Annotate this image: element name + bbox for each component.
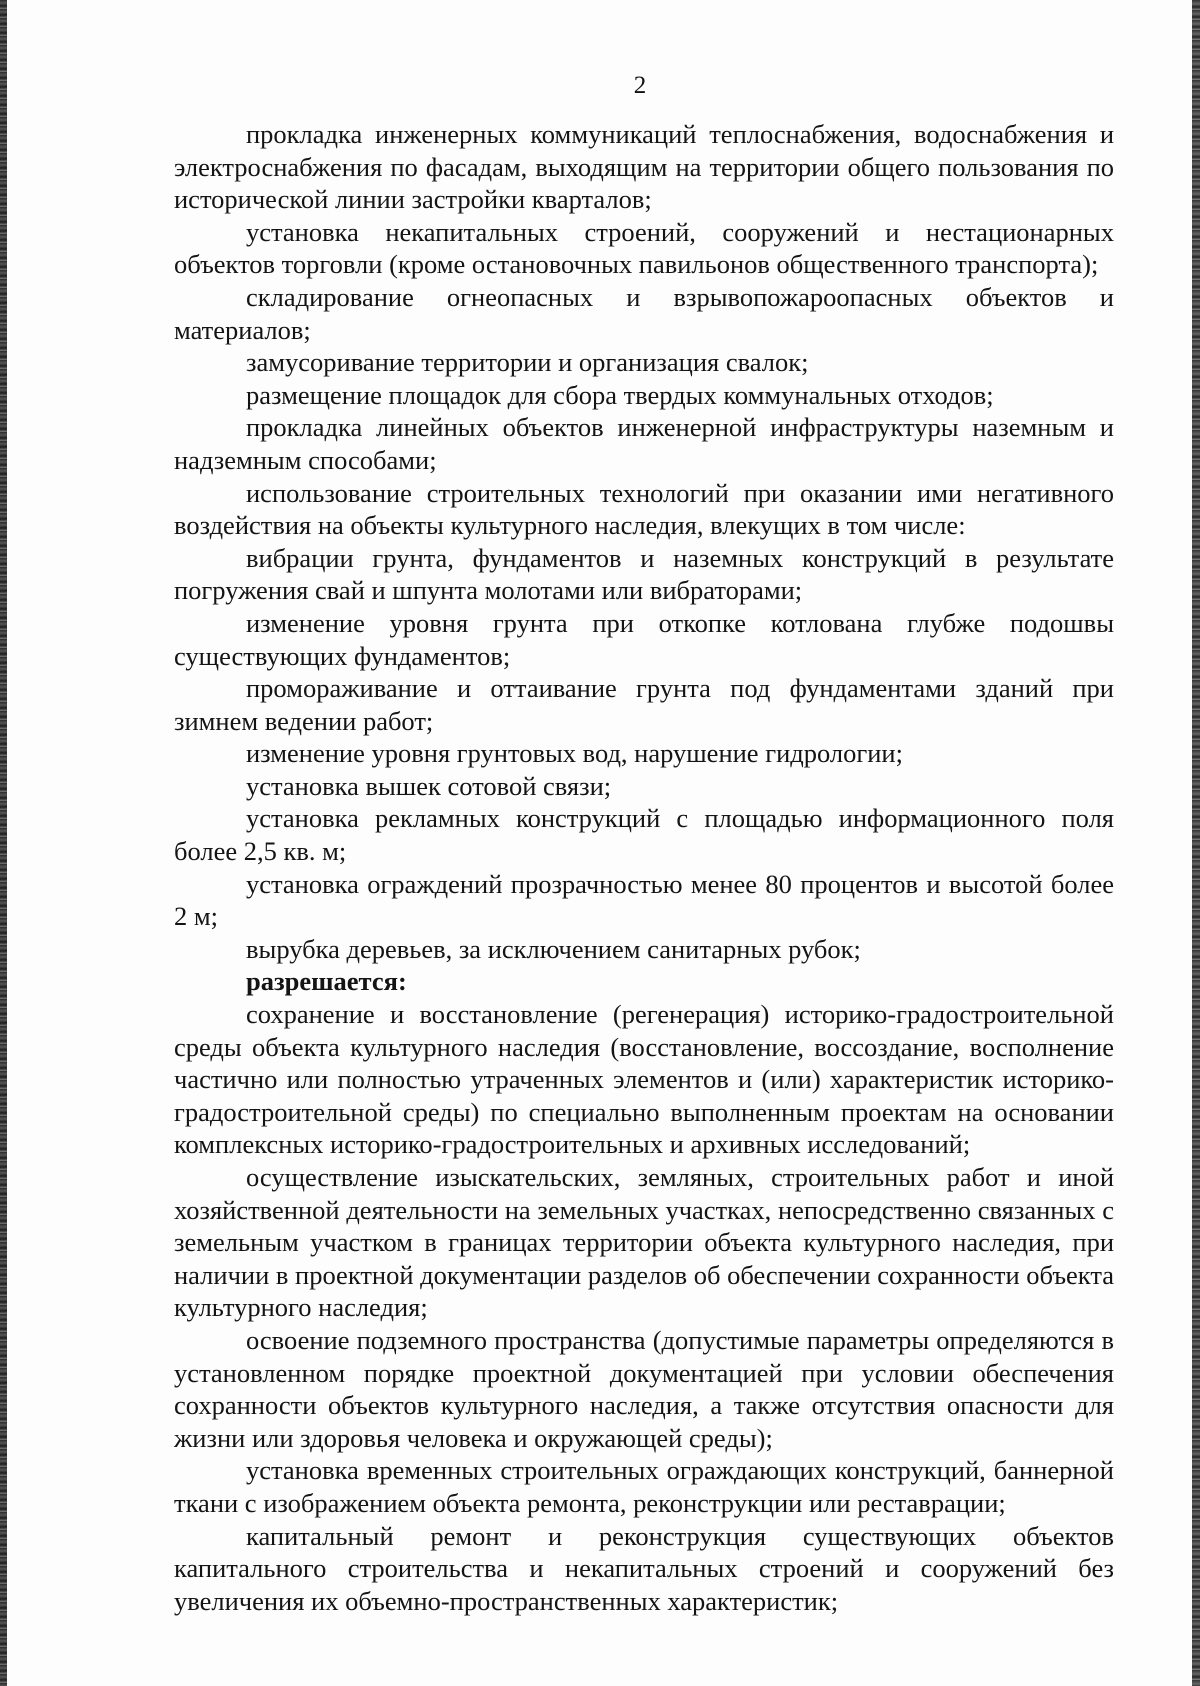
paragraph: прокладка инженерных коммуникаций теплоснабжения, водоснабжения и электроснабжения по фасадам, выходящим на территории общего пользования по исторической линии застройки кварталов;: [174, 119, 1114, 215]
paragraph: изменение уровня грунта при откопке котлована глубже подошвы существующих фундаментов;: [174, 607, 1114, 671]
scan-edge-left: [0, 0, 7, 1686]
document-body: [174, 118, 1114, 1617]
paragraph: вырубка деревьев, за исключением санитарных рубок;: [246, 933, 861, 964]
paragraph: установка некапитальных строений, сооружений и нестационарных объектов торговли (кроме остановочных павильонов общественного транспорта);: [174, 216, 1114, 280]
paragraph: изменение уровня грунтовых вод, нарушение гидрологии;: [246, 738, 903, 769]
scan-edge-right: [1192, 0, 1200, 1686]
paragraph: прокладка линейных объектов инженерной инфраструктуры наземным и надземным способами;: [174, 412, 1114, 475]
paragraph: освоение подземного пространства (допустимые параметры определяются в установленном порядке проектной документацией при условии обеспечения сохранности объектов культурного наследия, а также отсутствия опасности для жизни или здоровья человека и окружающей среды);: [174, 1324, 1114, 1453]
paragraph: складирование огнеопасных и взрывопожароопасных объектов и материалов;: [174, 281, 1114, 345]
paragraph: промораживание и оттаивание грунта под фундаментами зданий при зимнем ведении работ;: [174, 673, 1114, 736]
paragraph: установка ограждений прозрачностью менее 80 процентов и высотой более 2 м;: [174, 868, 1114, 932]
paragraph: сохранение и восстановление (регенерация) историко-градостроительной среды объекта культурного наследия (восстановление, воссоздание, восполнение частично или полностью утраченных элементов и (или) характеристик историко-градостроительной среды) по специально выполненным проектам на основании комплексных историко-градостроительных и архивных исследований;: [174, 999, 1114, 1160]
paragraph: размещение площадок для сбора твердых коммунальных отходов;: [246, 379, 994, 410]
page-number: 2: [633, 72, 647, 99]
paragraph: установка вышек сотовой связи;: [246, 770, 612, 801]
section-heading-allowed: разрешается:: [246, 966, 407, 997]
paragraph: замусоривание территории и организация свалок;: [246, 347, 809, 378]
paragraph: использование строительных технологий при оказании ими негативного воздействия на объекты культурного наследия, влекущих в том числе:: [174, 477, 1114, 541]
paragraph: капитальный ремонт и реконструкция существующих объектов капитального строительства и некапитальных строений и сооружений без увеличения их объемно-пространственных характеристик;: [174, 1520, 1114, 1616]
paragraph: установка рекламных конструкций с площадью информационного поля более 2,5 кв. м;: [174, 803, 1114, 867]
paragraph: установка временных строительных ограждающих конструкций, баннерной ткани с изображением объекта ремонта, реконструкции или реставрации;: [174, 1455, 1114, 1518]
paragraph: вибрации грунта, фундаментов и наземных конструкций в результате погружения свай и шпунта молотами или вибраторами;: [174, 542, 1114, 606]
paragraph: осуществление изыскательских, земляных, строительных работ и иной хозяйственной деятельности на земельных участках, непосредственно связанных с земельным участком в границах территории объекта культурного наследия, при наличии в проектной документации разделов об обеспечении сохранности объекта культурного наследия;: [174, 1162, 1114, 1323]
